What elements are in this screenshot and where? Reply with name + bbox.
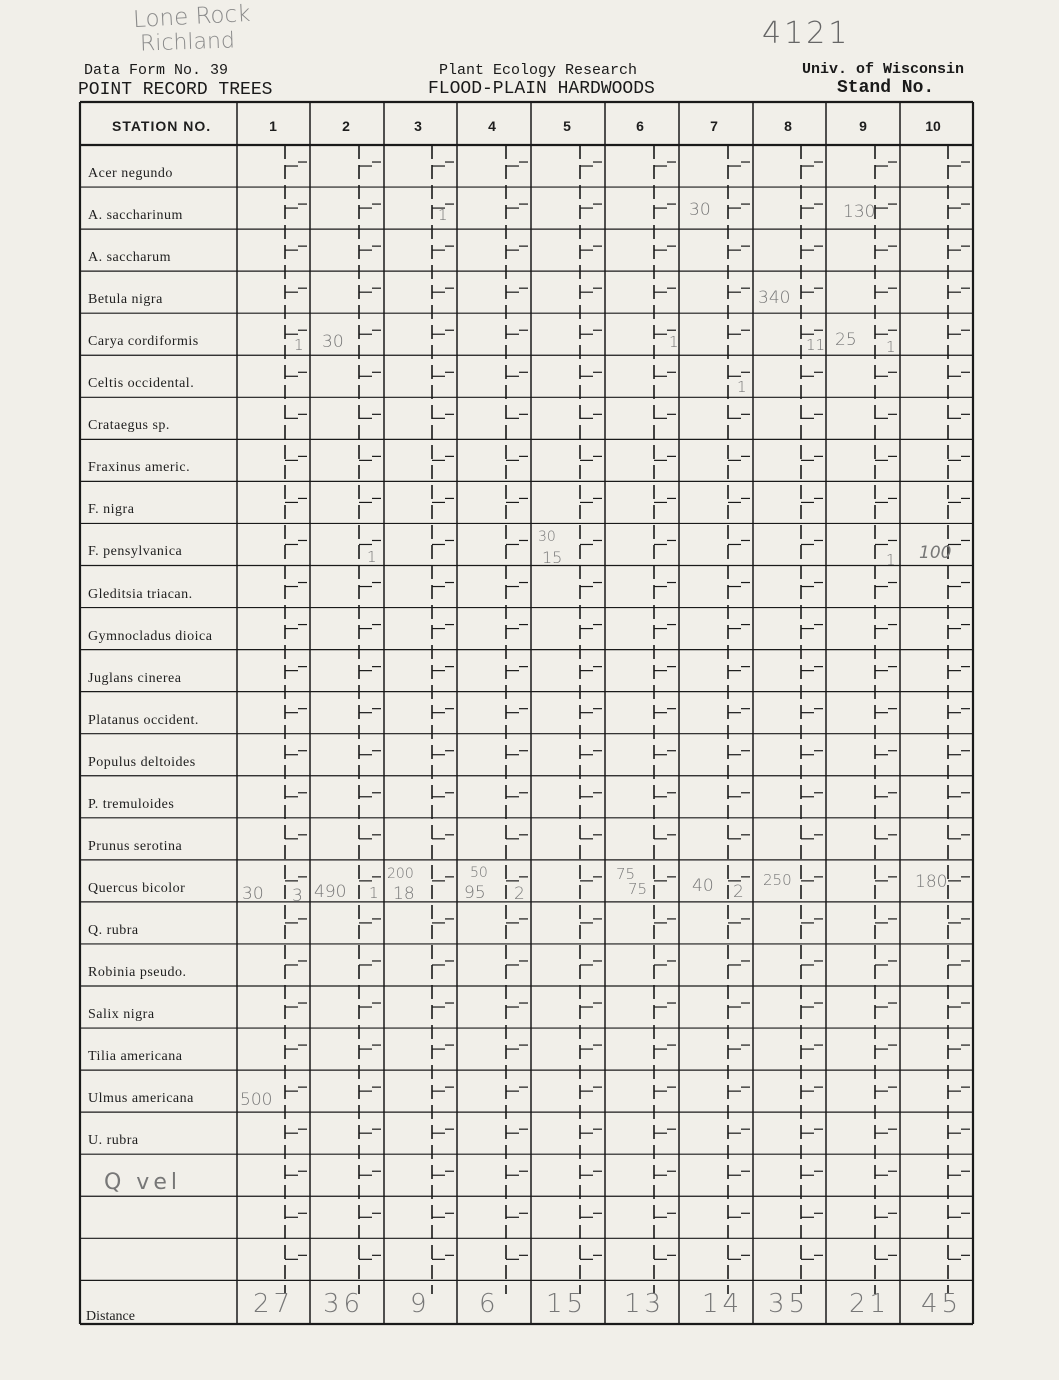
entry: 11	[806, 336, 826, 354]
entry: 340	[758, 288, 791, 308]
station-number: 10	[925, 118, 941, 134]
species-label: P. tremuloides	[88, 796, 175, 812]
distance-value: 9	[410, 1289, 431, 1319]
entry: 1	[669, 333, 679, 351]
handwritten-stand-number: 4121	[762, 16, 851, 51]
station-number: 1	[269, 118, 277, 134]
species-label: Robinia pseudo.	[88, 964, 187, 980]
species-label: Salix nigra	[88, 1007, 155, 1022]
extra-species: Q vel	[104, 1170, 181, 1195]
station-number: 8	[784, 118, 792, 134]
entry: 2	[733, 882, 744, 902]
entry: 30	[538, 529, 556, 545]
species-label: F. pensylvanica	[88, 544, 183, 560]
entry: 1	[438, 206, 448, 224]
species-label: A. saccharum	[88, 250, 171, 266]
distance-value: 14	[702, 1289, 744, 1319]
entry: 3	[292, 886, 303, 906]
station-number: 6	[636, 118, 644, 134]
distance-value: 21	[849, 1289, 891, 1319]
entry: 30	[322, 332, 344, 352]
form-title: POINT RECORD TREES	[78, 80, 273, 100]
entry: 130	[843, 202, 876, 222]
entry: 180	[915, 872, 948, 892]
station-number: 2	[342, 118, 350, 134]
species-label: A. saccharinum	[88, 208, 183, 224]
species-label: Prunus serotina	[88, 838, 183, 854]
species-label: F. nigra	[88, 502, 135, 518]
station-number: 4	[488, 118, 496, 134]
handwritten-location-1: Lone Rock	[132, 0, 252, 34]
entry: 100	[919, 543, 952, 563]
species-label: Carya cordiformis	[88, 334, 199, 350]
distance-value: 35	[768, 1289, 810, 1319]
stand-label: Stand No.	[837, 78, 935, 98]
entry: 1	[886, 551, 896, 569]
entry: 1	[737, 378, 747, 396]
university: Univ. of Wisconsin	[802, 61, 965, 78]
station-header: STATION NO.	[112, 118, 212, 134]
species-label: Gleditsia triacan.	[88, 586, 193, 602]
species-label: Acer negundo	[88, 166, 173, 181]
form-subtitle: FLOOD-PLAIN HARDWOODS	[428, 79, 655, 99]
entry: 30	[242, 884, 264, 904]
distance-value: 36	[323, 1289, 365, 1319]
species-label: Populus deltoides	[88, 754, 196, 770]
distance-value: 13	[624, 1289, 666, 1319]
entry: 75	[628, 880, 648, 898]
entry: 40	[692, 876, 714, 896]
species-label: Gymnocladus dioica	[88, 628, 213, 644]
station-number: 9	[859, 118, 867, 134]
entry: 95	[464, 883, 486, 903]
distance-value: 6	[479, 1289, 500, 1319]
species-label: Quercus bicolor	[88, 880, 186, 896]
species-label: Q. rubra	[88, 922, 139, 938]
species-label: Celtis occidental.	[88, 376, 195, 392]
organization: Plant Ecology Research	[439, 62, 638, 79]
station-number: 3	[414, 118, 422, 134]
distance-value: 15	[546, 1289, 588, 1319]
entry: 1	[886, 338, 896, 356]
species-label: Fraxinus americ.	[88, 460, 191, 476]
distance-value: 27	[253, 1289, 295, 1319]
species-label: Crataegus sp.	[88, 418, 170, 434]
species-label: Betula nigra	[88, 292, 163, 308]
entry: 200	[387, 866, 414, 882]
entry: 30	[689, 200, 711, 220]
entry: 1	[369, 884, 379, 902]
distance-label: Distance	[86, 1309, 135, 1324]
station-number: 5	[563, 118, 571, 134]
entry: 490	[314, 882, 347, 902]
species-label: Juglans cinerea	[88, 670, 182, 686]
entry: 1	[367, 548, 377, 566]
species-label: Tilia americana	[88, 1049, 183, 1065]
entry: 25	[835, 330, 857, 350]
station-number: 7	[710, 118, 718, 134]
species-label: U. rubra	[88, 1133, 139, 1149]
handwritten-location-2: Richland	[139, 28, 236, 57]
species-label: Platanus occident.	[88, 712, 199, 728]
entry: 250	[763, 871, 792, 889]
entry: 50	[470, 865, 488, 881]
entry: 2	[514, 884, 525, 904]
distance-value: 45	[921, 1289, 963, 1319]
species-label: Ulmus americana	[88, 1091, 194, 1107]
entry: 18	[393, 884, 415, 904]
entry: 15	[542, 548, 563, 567]
entry: 500	[240, 1090, 273, 1110]
entry: 1	[294, 336, 304, 354]
entry: 75	[616, 865, 636, 883]
form-number: Data Form No. 39	[84, 62, 229, 79]
